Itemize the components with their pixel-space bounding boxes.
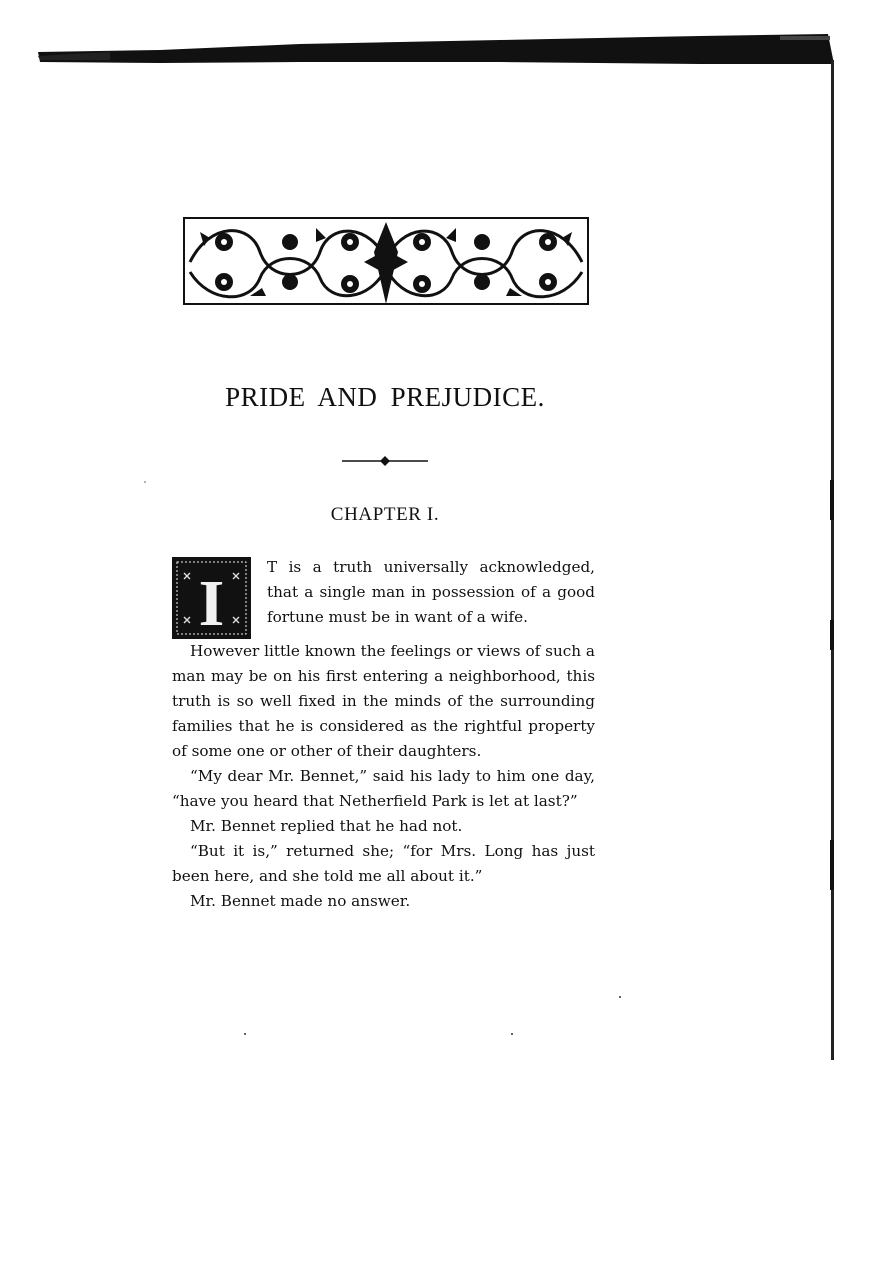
chapter-heading: CHAPTER I. [330, 504, 440, 525]
page-edge-shadow [826, 60, 838, 1060]
ornamental-headpiece [180, 212, 592, 310]
book-title: PRIDE AND PREJUDICE. [225, 382, 545, 412]
paragraph-6: Mr. Bennet made no answer. [190, 892, 411, 910]
chapter-text [172, 555, 595, 914]
paragraph-3: “My dear Mr. Bennet,” said his lady to him one day, “have you heard that Netherfield Park is let at last?” [172, 767, 595, 810]
drop-cap [172, 557, 251, 639]
paragraph-4: Mr. Bennet replied that he had not. [190, 817, 463, 835]
title-divider [340, 454, 430, 468]
paragraph-2: However little known the feelings or views of such a man may be on his first entering a neighborhood, this truth is so well fixed in the minds of the surrounding families that he is considered as the rightful property of some one or other of their daughters. [172, 642, 595, 760]
drop-cap-letter: I [198, 567, 225, 639]
paragraph-5: “But it is,” returned she; “for Mrs. Long has just been here, and she told me all about it.” [172, 842, 595, 885]
top-border-rule [0, 0, 872, 80]
paragraph-1: T is a truth universally acknowledged, that a single man in possession of a good fortune must be in want of a wife. [267, 558, 595, 626]
